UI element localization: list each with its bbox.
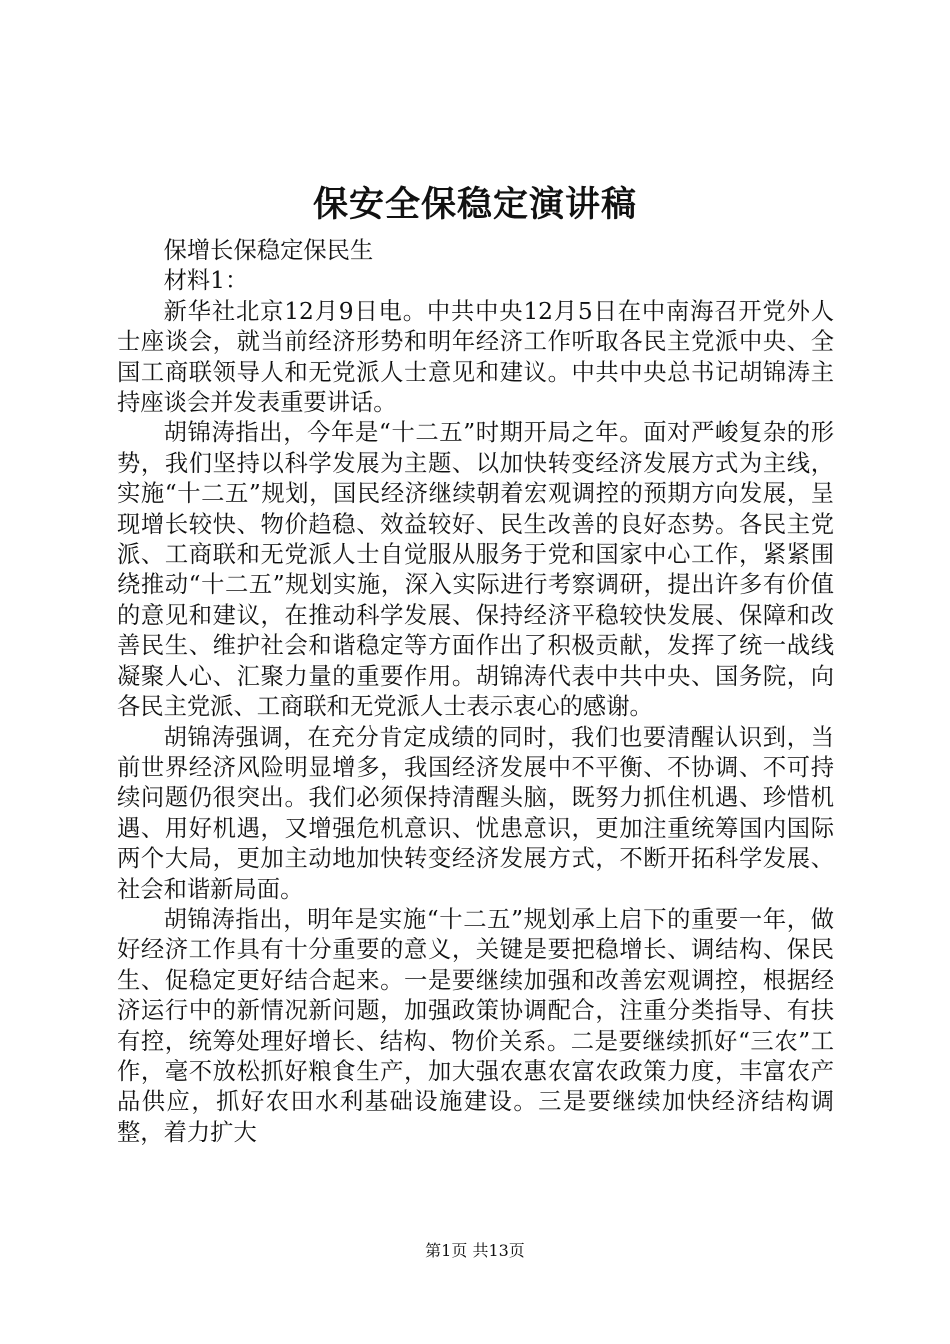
document-title: 保安全保稳定演讲稿 (312, 184, 637, 225)
body-paragraph: 胡锦涛指出，今年是“十二五”时期开局之年。面对严峻复杂的形势，我们坚持以科学发展为主题、以加快转变经济发展方式为主线，实施“十二五”规划，国民经济继续朝着宏观调控的预期方向发展，呈现增长较快、物价趋稳、效益较好、民生改善的良好态势。各民主党派、工商联和无党派人士自觉服从服务于党和国家中心工作，紧紧围绕推动“十二五”规划实施，深入实际进行考察调研，提出许多有价值的意见和建议，在推动科学发展、保持经济平稳较快发展、保障和改善民生、维护社会和谐稳定等方面作出了积极贡献，发挥了统一战线凝聚人心、汇聚力量的重要作用。胡锦涛代表中共中央、国务院，向各民主党派、工商联和无党派人士表示衷心的感谢。 (117, 419, 834, 721)
subtitle-paragraph: 保增长保稳定保民生 (163, 237, 374, 264)
body-paragraph: 新华社北京12月9日电。中共中央12月5日在中南海召开党外人士座谈会，就当前经济形势和明年经济工作听取各民主党派中央、全国工商联领导人和无党派人士意见和建议。中共中央总书记胡锦涛主持座谈会并发表重要讲话。 (117, 297, 834, 417)
document-body (117, 236, 834, 1148)
body-paragraph: 胡锦涛强调，在充分肯定成绩的同时，我们也要清醒认识到，当前世界经济风险明显增多，我国经济发展中不平衡、不协调、不可持续问题仍很突出。我们必须保持清醒头脑，既努力抓住机遇、珍惜机遇、用好机遇，又增强危机意识、忧患意识，更加注重统筹国内国际两个大局，更加主动地加快转变经济发展方式，不断开拓科学发展、社会和谐新局面。 (117, 723, 834, 903)
page-footer: 第1页 共13页 (425, 1241, 525, 1260)
material-label-paragraph: 材料1： (163, 267, 249, 295)
body-paragraph: 胡锦涛指出，明年是实施“十二五”规划承上启下的重要一年，做好经济工作具有十分重要的意义，关键是要把稳增长、调结构、保民生、促稳定更好结合起来。一是要继续加强和改善宏观调控，根据经济运行中的新情况新问题，加强政策协调配合，注重分类指导、有扶有控，统筹处理好增长、结构、物价关系。二是要继续抓好“三农”工作，毫不放松抓好粮食生产，加大强农惠农富农政策力度，丰富农产品供应，抓好农田水利基础设施建设。三是要继续加快经济结构调整，着力扩大 (117, 905, 834, 1146)
